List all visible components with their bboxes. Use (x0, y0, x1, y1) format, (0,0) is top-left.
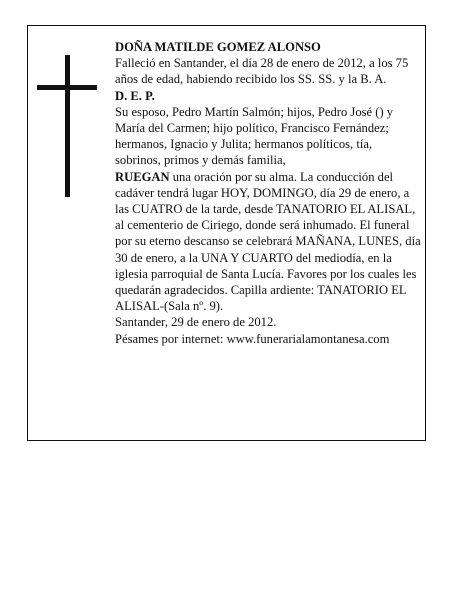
ceremony-text: una oración por su alma. La conducción del cadáver tendrá lugar HOY, DOMINGO, día 29 de enero, a las CUATRO de la tarde, desde TANATORIO EL ALISAL, al cementerio de Ciriego, donde será inhumado. El funeral por su eterno descanso se celebrará MAÑANA, LUNES, día 30 de enero, a la UNA Y CUARTO del mediodía, en la iglesia parroquial de Santa Lucía. Favores por los cuales les quedarán agradecidos. Capilla ardiente: TANATORIO EL ALISAL-(Sala nº. 9). (115, 169, 421, 314)
cross-icon (37, 55, 97, 197)
family-list: Su esposo, Pedro Martín Salmón; hijos, Pedro José () y María del Carmen; hijo político, Francisco Fernández; hermanos, Ignacio y Julita; hermanos políticos, tía, sobrinos, primos y demás familia, (115, 104, 394, 168)
cross-vertical-bar (65, 55, 70, 197)
ruegan-label: RUEGAN (115, 169, 170, 184)
place-date: Santander, 29 de enero de 2012. (115, 315, 277, 330)
deceased-name: DOÑA MATILDE GOMEZ ALONSO (115, 40, 321, 54)
ceremony-details (115, 169, 421, 315)
obituary-text (115, 39, 421, 347)
cross-horizontal-bar (37, 85, 97, 90)
condolences-line: Pésames por internet: www.funerarialamontanesa.com (115, 331, 390, 346)
dep-line: D. E. P. (115, 88, 155, 103)
death-info: Falleció en Santander, el día 28 de enero de 2012, a los 75 años de edad, habiendo recibido los SS. SS. y la B. A. (115, 56, 409, 87)
